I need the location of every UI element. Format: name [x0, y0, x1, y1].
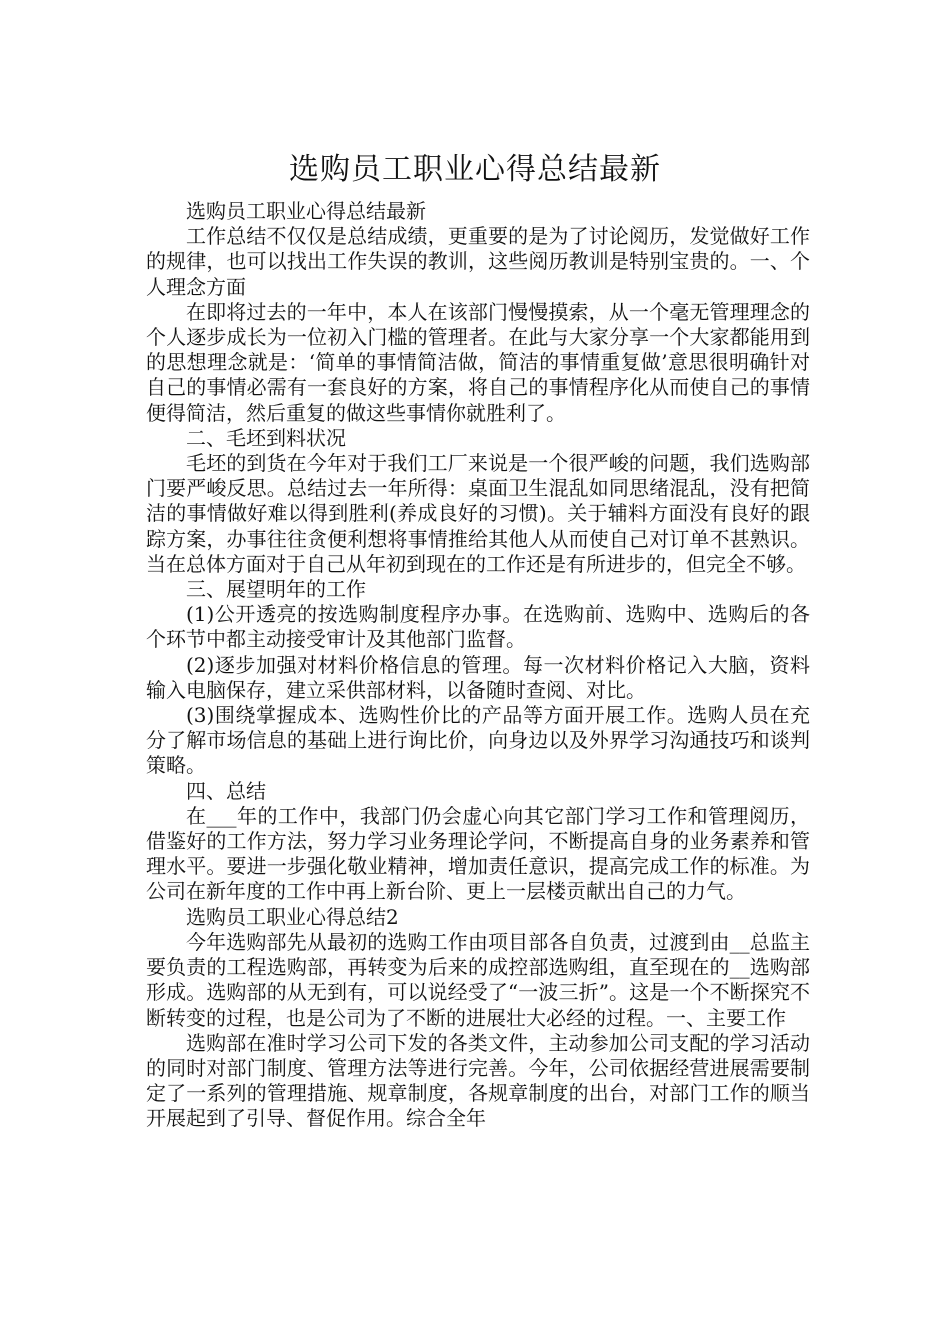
paragraph-subtitle: 选购员工职业心得总结最新	[186, 199, 426, 223]
document-body	[146, 199, 810, 1132]
paragraph-blank-arrival: 毛坯的到货在今年对于我们工厂来说是一个很严峻的问题，我们选购部门要严峻反思。总结过去一年所得：桌面卫生混乱如同思绪混乱，没有把简洁的事情做好难以得到胜利(养成良好的习惯)。关于辅料方面没有良好的跟踪方案，办事往往贪便利想将事情推给其他人从而使自己对订单不甚熟识。当在总体方面对于自己从年初到现在的工作还是有所进步的，但完全不够。	[146, 451, 810, 576]
paragraph-summary: 在___年的工作中，我部门仍会虚心向其它部门学习工作和管理阅历，借鉴好的工作方法，努力学习业务理论学问，不断提高自身的业务素养和管理水平。要进一步强化敬业精神，增加责任意识，提高完成工作的标准。为公司在新年度的工作中再上新台阶、更上一层楼贡献出自己的力气。	[146, 803, 810, 904]
paragraph-intro: 工作总结不仅仅是总结成绩，更重要的是为了讨论阅历，发觉做好工作的规律，也可以找出工作失误的教训，这些阅历教训是特别宝贵的。一、个人理念方面	[146, 224, 810, 299]
paragraph-outlook-item-1: (1)公开透亮的按选购制度程序办事。在选购前、选购中、选购后的各个环节中都主动接受审计及其他部门监督。	[146, 602, 810, 652]
section-heading-blank-arrival: 二、毛坯到料状况	[186, 425, 346, 450]
document-title: 选购员工职业心得总结最新	[289, 152, 661, 188]
paragraph-main-work: 选购部在准时学习公司下发的各类文件，主动参加公司支配的学习活动的同时对部门制度、管理方法等进行完善。今年，公司依据经营进展需要制定了一系列的管理措施、规章制度，各规章制度的出台，对部门工作的顺当开展起到了引导、督促作用。综合全年	[146, 1030, 810, 1131]
paragraph-personal-philosophy: 在即将过去的一年中，本人在该部门慢慢摸索，从一个毫无管理理念的个人逐步成长为一位初入门槛的管理者。在此与大家分享一个大家都能用到的思想理念就是：‘简单的事情简洁做，简洁的事情重复做’意思很明确针对自己的事情必需有一套良好的方案，将自己的事情程序化从而使自己的事情便得简洁，然后重复的做这些事情你就胜利了。	[146, 299, 810, 425]
paragraph-outlook-item-3: (3)围绕掌握成本、选购性价比的产品等方面开展工作。选购人员在充分了解市场信息的基础上进行询比价，向身边以及外界学习沟通技巧和谈判策略。	[146, 703, 810, 778]
paragraph-department-history: 今年选购部先从最初的选购工作由项目部各自负责，过渡到由__总监主要负责的工程选购部，再转变为后来的成控部选购组，直至现在的__选购部形成。选购部的从无到有，可以说经受了“一波三折”。这是一个不断探究不断转变的过程，也是公司为了不断的进展壮大必经的过程。一、主要工作	[146, 929, 810, 1030]
section-heading-outlook: 三、展望明年的工作	[186, 577, 366, 602]
section-heading-part-2: 选购员工职业心得总结2	[186, 904, 399, 929]
section-heading-summary: 四、总结	[186, 778, 266, 803]
paragraph-outlook-item-2: (2)逐步加强对材料价格信息的管理。每一次材料价格记入大脑，资料输入电脑保存，建立采供部材料，以备随时查阅、对比。	[146, 652, 810, 702]
